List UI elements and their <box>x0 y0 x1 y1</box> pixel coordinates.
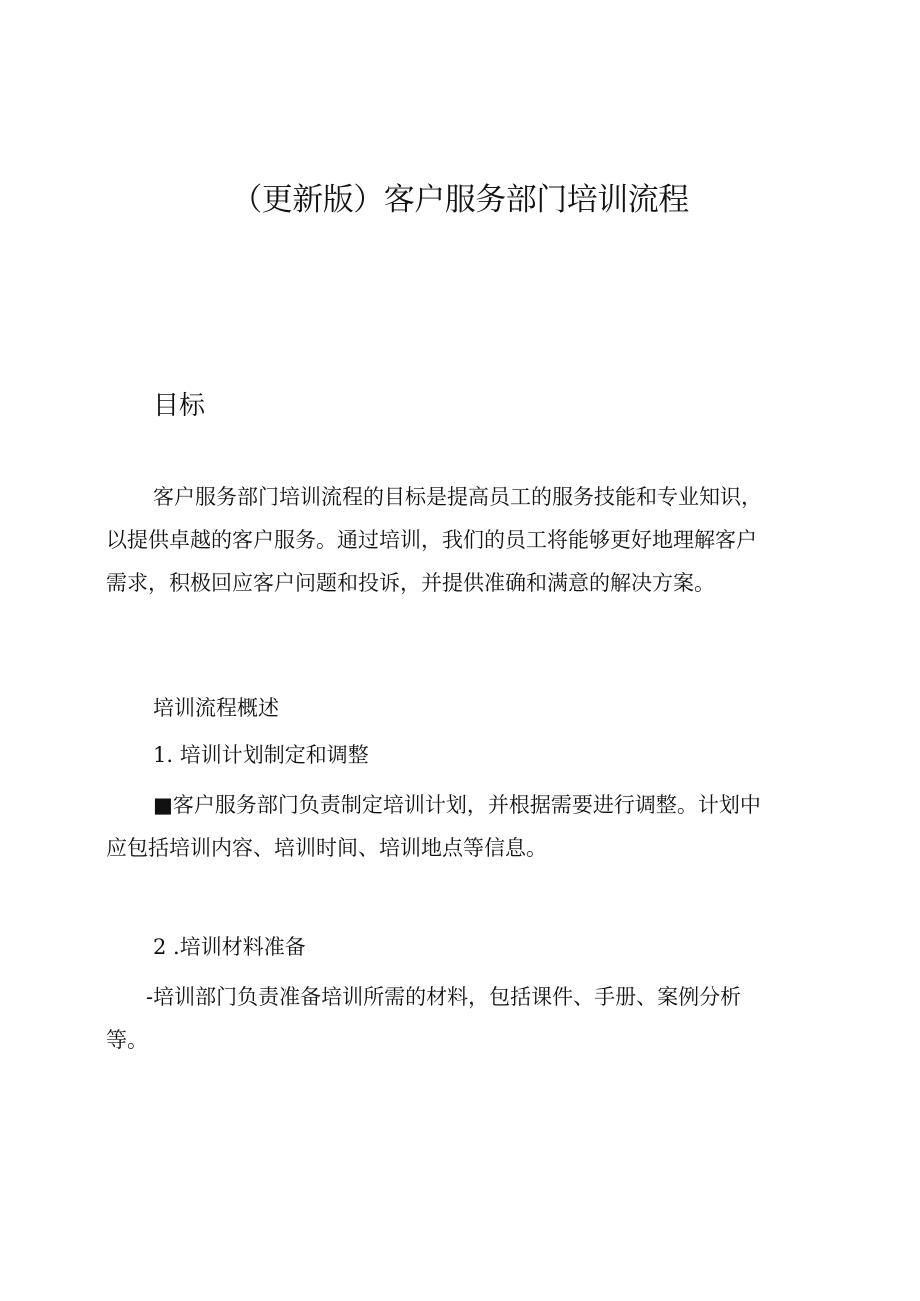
section-heading-goal: 目标 <box>153 391 206 421</box>
step-1-title: 1. 培训计划制定和调整 <box>153 743 369 767</box>
step-1-paragraph <box>106 784 846 870</box>
step-1-line-1: ■客户服务部门负责制定培训计划，并根据需要进行调整。计划中 <box>153 793 761 817</box>
document-title: （更新版）客户服务部门培训流程 <box>231 182 689 218</box>
overview-heading: 培训流程概述 <box>153 696 279 720</box>
step-2-line-2: 等。 <box>106 1028 148 1052</box>
goal-line-2: 以提供卓越的客户服务。通过培训，我们的员工将能够更好地理解客户 <box>106 528 757 552</box>
goal-paragraph <box>106 476 846 605</box>
goal-line-1: 客户服务部门培训流程的目标是提高员工的服务技能和专业知识， <box>153 485 762 509</box>
goal-line-3: 需求，积极回应客户问题和投诉，并提供准确和满意的解决方案。 <box>106 571 715 595</box>
step-2-paragraph <box>106 976 846 1062</box>
step-1-line-2: 应包括培训内容、培训时间、培训地点等信息。 <box>106 836 547 860</box>
step-2-line-1: -培训部门负责准备培训所需的材料，包括课件、手册、案例分析 <box>146 985 742 1009</box>
step-2-title: 2 .培训材料准备 <box>153 935 306 959</box>
